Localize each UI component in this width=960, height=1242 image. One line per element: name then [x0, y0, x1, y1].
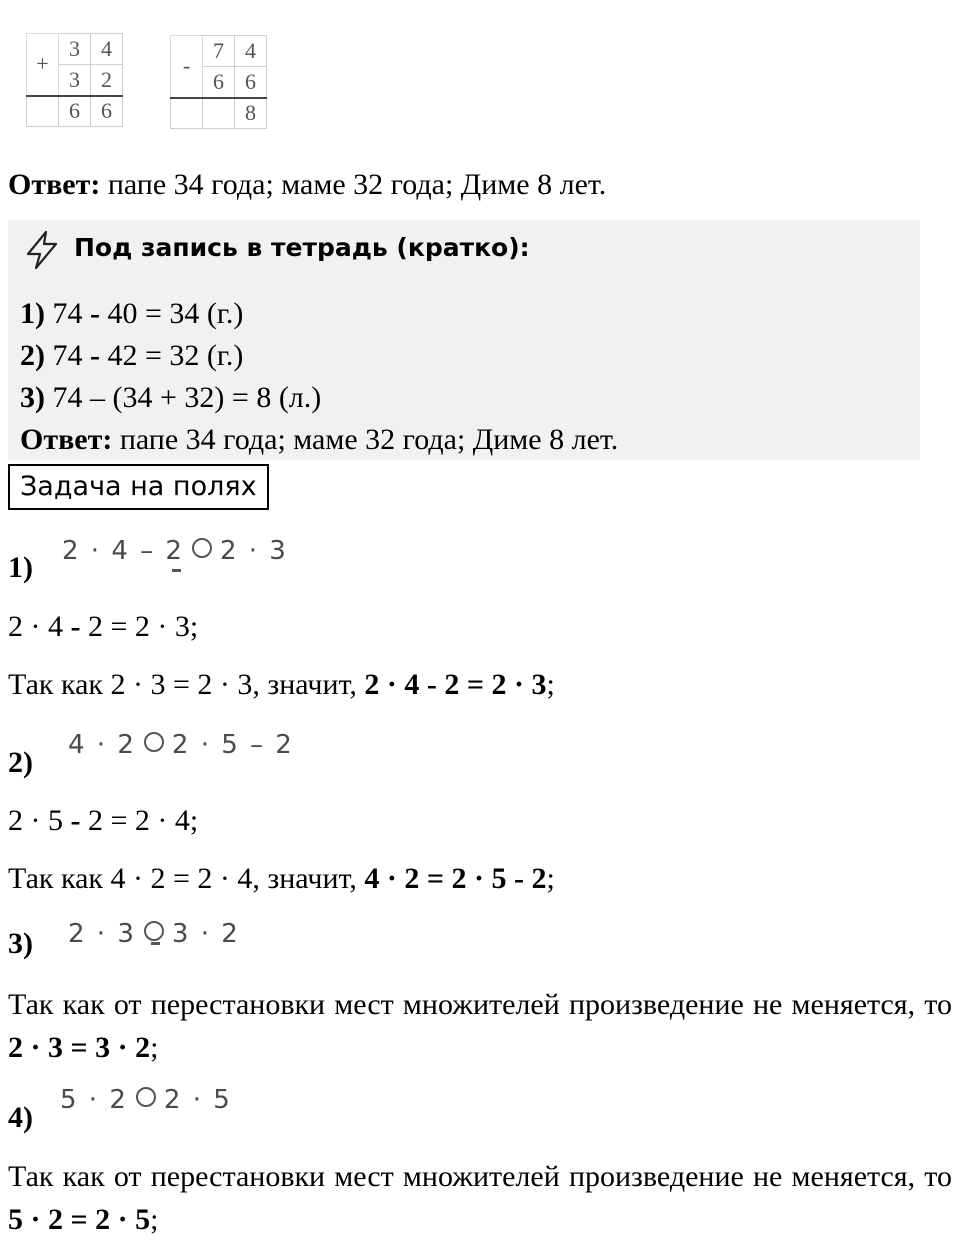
calc-text: 2 = 2 · 3; [80, 610, 199, 643]
calc-operator: - [70, 804, 81, 837]
since-paragraph [8, 1155, 952, 1241]
step-operator: - [90, 297, 100, 330]
note-answer [20, 422, 618, 458]
item-number: 2) [8, 746, 33, 779]
digit: 2 [91, 65, 123, 96]
digit [203, 98, 235, 129]
step-text: 40 = 34 (г.) [100, 297, 244, 330]
since-line [8, 861, 555, 897]
addition-operator: + [27, 34, 59, 96]
end-text: ; [546, 668, 555, 701]
end-text: ; [546, 862, 555, 895]
column-subtraction [170, 35, 267, 129]
end-text: ; [150, 1031, 159, 1064]
digit: 6 [235, 67, 267, 98]
expr-right: 3 · 2 [171, 919, 240, 949]
since-text: Так как от перестановки мест множителей произведение не меняется, то [8, 1160, 952, 1193]
end-text: ; [150, 1203, 159, 1236]
comparison-circle-icon [144, 732, 164, 752]
expr-left-underlined: 2 [165, 536, 184, 566]
answer-label: Ответ: [20, 423, 113, 456]
comparison-image [68, 729, 294, 761]
step-text: 74 – (34 + 32) = 8 (л.) [45, 381, 322, 414]
result-text: 2 · 3 = 3 · 2 [8, 1031, 151, 1064]
digit: 6 [203, 67, 235, 98]
expr-right: 2 · 5 – 2 [171, 730, 294, 760]
answer-line [8, 167, 606, 203]
step-number: 2) [20, 339, 45, 372]
calc-operator: - [70, 610, 81, 643]
answer-text: папе 34 года; маме 32 года; Диме 8 лет. [100, 168, 607, 201]
since-text: Так как 2 · 3 = 2 · 3, значит, [8, 668, 365, 701]
result-text: 2 · 4 - 2 = 2 · 3 [364, 668, 547, 701]
note-step-2 [20, 338, 243, 374]
expr-left: 4 · 2 [68, 730, 136, 760]
since-text: Так как 4 · 2 = 2 · 4, значит, [8, 862, 365, 895]
note-step-1 [20, 296, 243, 332]
step-number: 1) [20, 297, 45, 330]
task-title: Задача на полях [8, 464, 269, 510]
since-paragraph [8, 983, 952, 1069]
digit: 3 [59, 65, 91, 96]
comparison-image [62, 535, 288, 567]
digit: 3 [59, 34, 91, 65]
step-text: 42 = 32 (г.) [100, 339, 244, 372]
comparison-image [60, 1084, 232, 1116]
calc-text: 2 · 4 [8, 610, 71, 643]
calc-line [8, 803, 198, 839]
note-step-3 [20, 380, 321, 416]
item-number: 1) [8, 551, 33, 584]
expr-left: 2 · 4 – [62, 536, 166, 566]
calc-text: 2 · 5 [8, 804, 71, 837]
item-number: 3) [8, 927, 33, 960]
step-number: 3) [20, 381, 45, 414]
comparison-circle-icon [144, 921, 164, 941]
digit: 8 [235, 98, 267, 129]
comparison-circle-icon [192, 538, 212, 558]
digit: 6 [91, 96, 123, 127]
digit: 7 [203, 36, 235, 67]
step-operator: - [90, 339, 100, 372]
calc-line [8, 609, 198, 645]
since-text: Так как от перестановки мест множителей произведение не меняется, то [8, 988, 952, 1021]
expr-right: 2 · 5 [163, 1085, 232, 1115]
notebook-box [8, 220, 920, 460]
answer-text: папе 34 года; маме 32 года; Диме 8 лет. [112, 423, 619, 456]
digit: 6 [59, 96, 91, 127]
since-line [8, 667, 555, 703]
step-text: 74 [45, 297, 90, 330]
expr-right: 2 · 3 [219, 536, 288, 566]
calc-text: 2 = 2 · 4; [80, 804, 199, 837]
step-text: 74 [45, 339, 90, 372]
column-addition [26, 33, 123, 127]
expr-left: 5 · 2 [60, 1085, 128, 1115]
result-text: 4 · 2 = 2 · 5 - 2 [364, 862, 547, 895]
digit: 4 [91, 34, 123, 65]
note-title: Под запись в тетрадь (кратко): [74, 233, 530, 262]
answer-label: Ответ: [8, 168, 101, 201]
comparison-image [68, 918, 240, 950]
digit: 4 [235, 36, 267, 67]
digit [171, 98, 203, 129]
expr-left: 2 · 3 [68, 919, 136, 949]
comparison-circle-icon [136, 1087, 156, 1107]
digit [27, 96, 59, 127]
result-text: 5 · 2 = 2 · 5 [8, 1203, 151, 1236]
item-number: 4) [8, 1101, 33, 1134]
subtraction-operator: - [171, 36, 203, 98]
lightning-icon [20, 228, 64, 272]
